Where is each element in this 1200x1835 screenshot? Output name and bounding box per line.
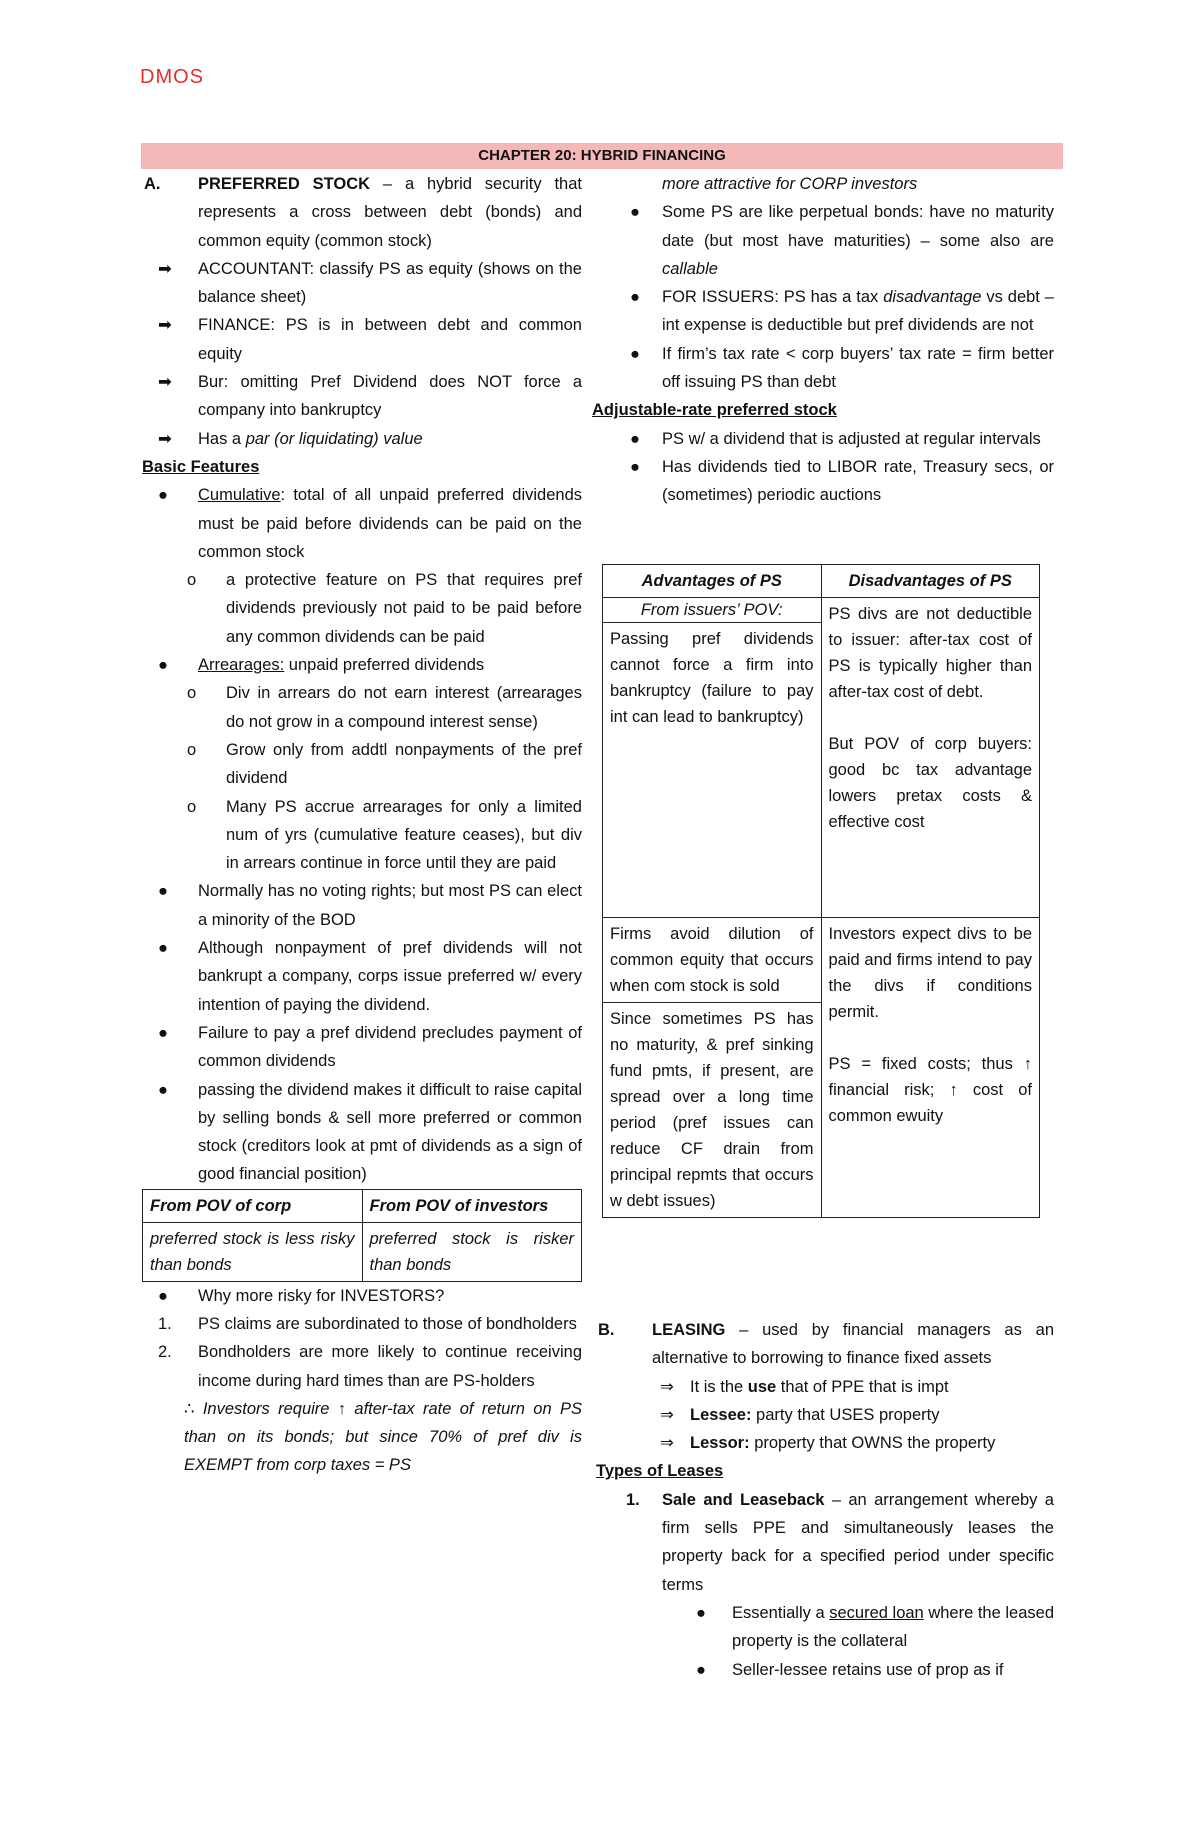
table-cell-text: Investors expect divs to be paid and firms intend to pay the divs if conditions permit. [828, 925, 1032, 1021]
table-row [603, 918, 1040, 1003]
bullet-item [592, 453, 1054, 510]
bullet-item-text: passing the dividend makes it difficult to raise capital by selling bonds & sell more preferred or common stock (creditors look at pmt of dividends as a sign of good financial position) [198, 1080, 582, 1184]
section-b-letter: B. [598, 1321, 615, 1339]
pov-table [142, 1189, 582, 1282]
table-header: From POV of investors [362, 1189, 582, 1222]
section-a-term: PREFERRED STOCK [198, 175, 371, 193]
chapter-title: CHAPTER 20: HYBRID FINANCING [141, 143, 1063, 169]
bullet-item [142, 877, 582, 934]
arrow-item-text: ACCOUNTANT: classify PS as equity (shows on the balance sheet) [198, 259, 582, 307]
bullet-item [592, 425, 1054, 453]
bullet-item-underline: secured loan [829, 1603, 924, 1622]
table-cell: Passing pref dividends cannot force a firm into bankruptcy (failure to pay int can lead to bankruptcy) [603, 623, 822, 918]
brand-label: DMOS [140, 66, 204, 88]
bullet-icon: ● [630, 203, 640, 222]
arrow-icon: ➡ [158, 259, 172, 278]
arrow-item-text: Bur: omitting Pref Dividend does NOT force a company into bankruptcy [198, 373, 582, 420]
table-header: Disadvantages of PS [821, 565, 1040, 598]
bullet-item-lead: FOR ISSUERS: PS has a tax [662, 288, 884, 307]
bullet-icon: ● [158, 882, 168, 901]
bullet-icon: ● [158, 1080, 168, 1099]
bullet-item-italic: callable [662, 259, 718, 278]
table-cell-text: PS = fixed costs; thus ↑ financial risk; ↑ cost of common ewuity [828, 1055, 1032, 1125]
table-cell [821, 918, 1040, 1218]
bullet-icon: ● [158, 656, 168, 675]
sub-item-text: Div in arrears do not earn interest (arrearages do not grow in a compound interest sense) [226, 684, 582, 731]
bullet-icon: ● [158, 486, 168, 505]
type1-term: Sale and Leaseback [662, 1490, 825, 1509]
bullet-icon: ● [158, 939, 168, 958]
bullet-item-lead: Seller-lessee retains use of prop as if [732, 1660, 1004, 1679]
double-arrow-icon: ⇒ [660, 1405, 674, 1424]
double-arrow-icon: ⇒ [660, 1434, 674, 1453]
leasing-point-bold: Lessor: [690, 1434, 750, 1453]
arrow-item-text: FINANCE: PS is in between debt and common equity [198, 316, 582, 363]
circle-bullet-icon: o [187, 797, 197, 816]
arrow-icon: ➡ [158, 316, 172, 335]
bullet-icon: ● [696, 1660, 706, 1679]
number-marker: 1. [626, 1490, 640, 1509]
leasing-point-bold: Lessee: [690, 1405, 752, 1424]
table-row [143, 1222, 582, 1281]
bullet-item-text: Why more risky for INVESTORS? [198, 1286, 445, 1305]
circle-bullet-icon: o [187, 684, 197, 703]
leasing-point-lead: It is the [690, 1377, 748, 1396]
sub-item [142, 679, 582, 736]
arrow-item-lead: Has a [198, 429, 246, 448]
table-header: Advantages of PS [603, 565, 822, 598]
bullet-icon: ● [630, 288, 640, 307]
bullet-arrearages [142, 651, 582, 679]
table-cell: preferred stock is less risky than bonds [143, 1222, 363, 1281]
advantages-table [602, 564, 1040, 1218]
section-a-text: – a hybrid security that represents a cross between debt (bonds) and common equity (common stock) [198, 175, 582, 250]
bullet-item [142, 934, 582, 1019]
bullet-item-tail: where the leased property is the collateral [732, 1603, 1055, 1651]
sub-item [142, 793, 582, 878]
leasing-point [596, 1429, 1054, 1457]
leasing-point [596, 1401, 1054, 1429]
numbered-item-text: Bondholders are more likely to continue receiving income during hard times than are PS-holders [198, 1343, 582, 1390]
bullet-icon: ● [630, 344, 640, 363]
bullet-item [596, 1656, 1054, 1684]
section-b [596, 1316, 1054, 1373]
bullet-item-tail: vs debt – int expense is deductible but pref dividends are not [662, 288, 1054, 335]
bullet-item [142, 1019, 582, 1076]
section-b-term: LEASING [652, 1321, 726, 1339]
table-cell [821, 598, 1040, 918]
table-cell: Since sometimes PS has no maturity, & pref sinking fund pmts, if present, are spread over a long time period (pref issues can reduce CF drain from principal repmts that occurs w debt issues) [603, 1003, 822, 1218]
numbered-item [596, 1486, 1054, 1599]
right-column-lower [596, 1316, 1054, 1684]
bullet-icon: ● [630, 429, 640, 448]
bullet-item-lead: Essentially a [732, 1603, 830, 1622]
arrow-item-italic: par (or liquidating) value [245, 429, 423, 448]
bullet-icon: ● [158, 1023, 168, 1042]
table-header: From POV of corp [143, 1189, 363, 1222]
arrow-icon: ➡ [158, 373, 172, 392]
bullet-item [596, 1599, 1054, 1656]
bullet-icon: ● [630, 457, 640, 476]
bullet-item-lead: Some PS are like perpetual bonds: have no maturity date (but most have maturities) – some also are [662, 203, 1054, 250]
numbered-item [142, 1310, 582, 1338]
basic-features-heading: Basic Features [142, 457, 260, 476]
table-row [603, 598, 1040, 623]
arrow-item [142, 311, 582, 368]
section-a-letter: A. [144, 175, 161, 193]
continuation-text: more attractive for CORP investors [662, 175, 918, 193]
leasing-point-tail: property that OWNS the property [749, 1434, 996, 1453]
leasing-point-bold: use [747, 1377, 777, 1396]
bullet-item-text: Normally has no voting rights; but most PS can elect a minority of the BOD [198, 882, 582, 929]
bullet-item [142, 1076, 582, 1189]
section-a [142, 170, 582, 255]
leasing-point [596, 1373, 1054, 1401]
type1-text: – an arrangement whereby a firm sells PPE and simultaneously leases the property back for a specified period under specific terms [662, 1490, 1054, 1594]
section-b-text: – used by financial managers as an alternative to borrowing to finance fixed assets [652, 1321, 1054, 1368]
circle-bullet-icon: o [187, 740, 197, 759]
numbered-item [142, 1338, 582, 1395]
leasing-point-tail: party that USES property [751, 1405, 940, 1424]
arrow-item [142, 425, 582, 453]
left-column [142, 170, 582, 1480]
term-cumulative: Cumulative [198, 486, 281, 505]
bullet-item-italic: disadvantage [883, 288, 982, 307]
bullet-item [592, 283, 1054, 340]
term-arrearages: Arrearages: [198, 656, 285, 675]
bullet-icon: ● [696, 1603, 706, 1622]
sub-item [142, 566, 582, 651]
bullet-cumulative [142, 481, 582, 566]
right-column [592, 170, 1054, 510]
conclusion-text: ∴ Investors require ↑ after-tax rate of return on PS than on its bonds; but since 70% of pref div is EXEMPT from corp taxes = PS [184, 1399, 582, 1475]
sub-item [142, 736, 582, 793]
bullet-item-text: Has dividends tied to LIBOR rate, Treasury secs, or (sometimes) periodic auctions [662, 457, 1054, 505]
arrearages-text: unpaid preferred dividends [284, 656, 485, 675]
table-cell: preferred stock is risker than bonds [362, 1222, 582, 1281]
arrow-icon: ➡ [158, 429, 172, 448]
sub-item-text: a protective feature on PS that requires pref dividends previously not paid to be paid before any common dividends can be paid [226, 571, 582, 646]
arrow-item [142, 368, 582, 425]
double-arrow-icon: ⇒ [660, 1377, 674, 1396]
table-subheader: From issuers’ POV: [603, 598, 822, 623]
sub-item-text: Grow only from addtl nonpayments of the pref dividend [226, 740, 582, 788]
table-row [143, 1189, 582, 1222]
arrow-item [142, 255, 582, 312]
bullet-item-text: Although nonpayment of pref dividends will not bankrupt a company, corps issue preferred w/ every intention of paying the dividend. [198, 939, 582, 1014]
table-row [603, 565, 1040, 598]
number-marker: 1. [158, 1314, 172, 1333]
leasing-point-tail: that of PPE that is impt [776, 1377, 949, 1396]
number-marker: 2. [158, 1343, 172, 1362]
bullet-item [142, 1282, 582, 1310]
bullet-icon: ● [158, 1286, 168, 1305]
cumulative-text: : total of all unpaid preferred dividends must be paid before dividends can be paid on the common stock [198, 486, 582, 561]
adjustable-heading: Adjustable-rate preferred stock [592, 401, 837, 420]
bullet-item-text: Failure to pay a pref dividend precludes payment of common dividends [198, 1023, 582, 1071]
table-cell-text: But POV of corp buyers: good bc tax advantage lowers pretax costs & effective cost [828, 735, 1032, 831]
bullet-item [592, 340, 1054, 397]
bullet-item-lead: If firm’s tax rate < corp buyers’ tax rate = firm better off issuing PS than debt [662, 344, 1054, 392]
table-cell: Firms avoid dilution of common equity that occurs when com stock is sold [603, 918, 822, 1003]
circle-bullet-icon: o [187, 571, 197, 590]
sub-item-text: Many PS accrue arrearages for only a limited num of yrs (cumulative feature ceases), but div in arrears continue in force until they are paid [226, 797, 582, 873]
types-of-leases-heading: Types of Leases [596, 1462, 724, 1481]
bullet-item [592, 198, 1054, 283]
numbered-item-text: PS claims are subordinated to those of bondholders [198, 1314, 577, 1333]
bullet-item-text: PS w/ a dividend that is adjusted at regular intervals [662, 429, 1041, 448]
table-cell-text: PS divs are not deductible to issuer: after-tax cost of PS is typically higher than after-tax cost of debt. [828, 605, 1032, 701]
